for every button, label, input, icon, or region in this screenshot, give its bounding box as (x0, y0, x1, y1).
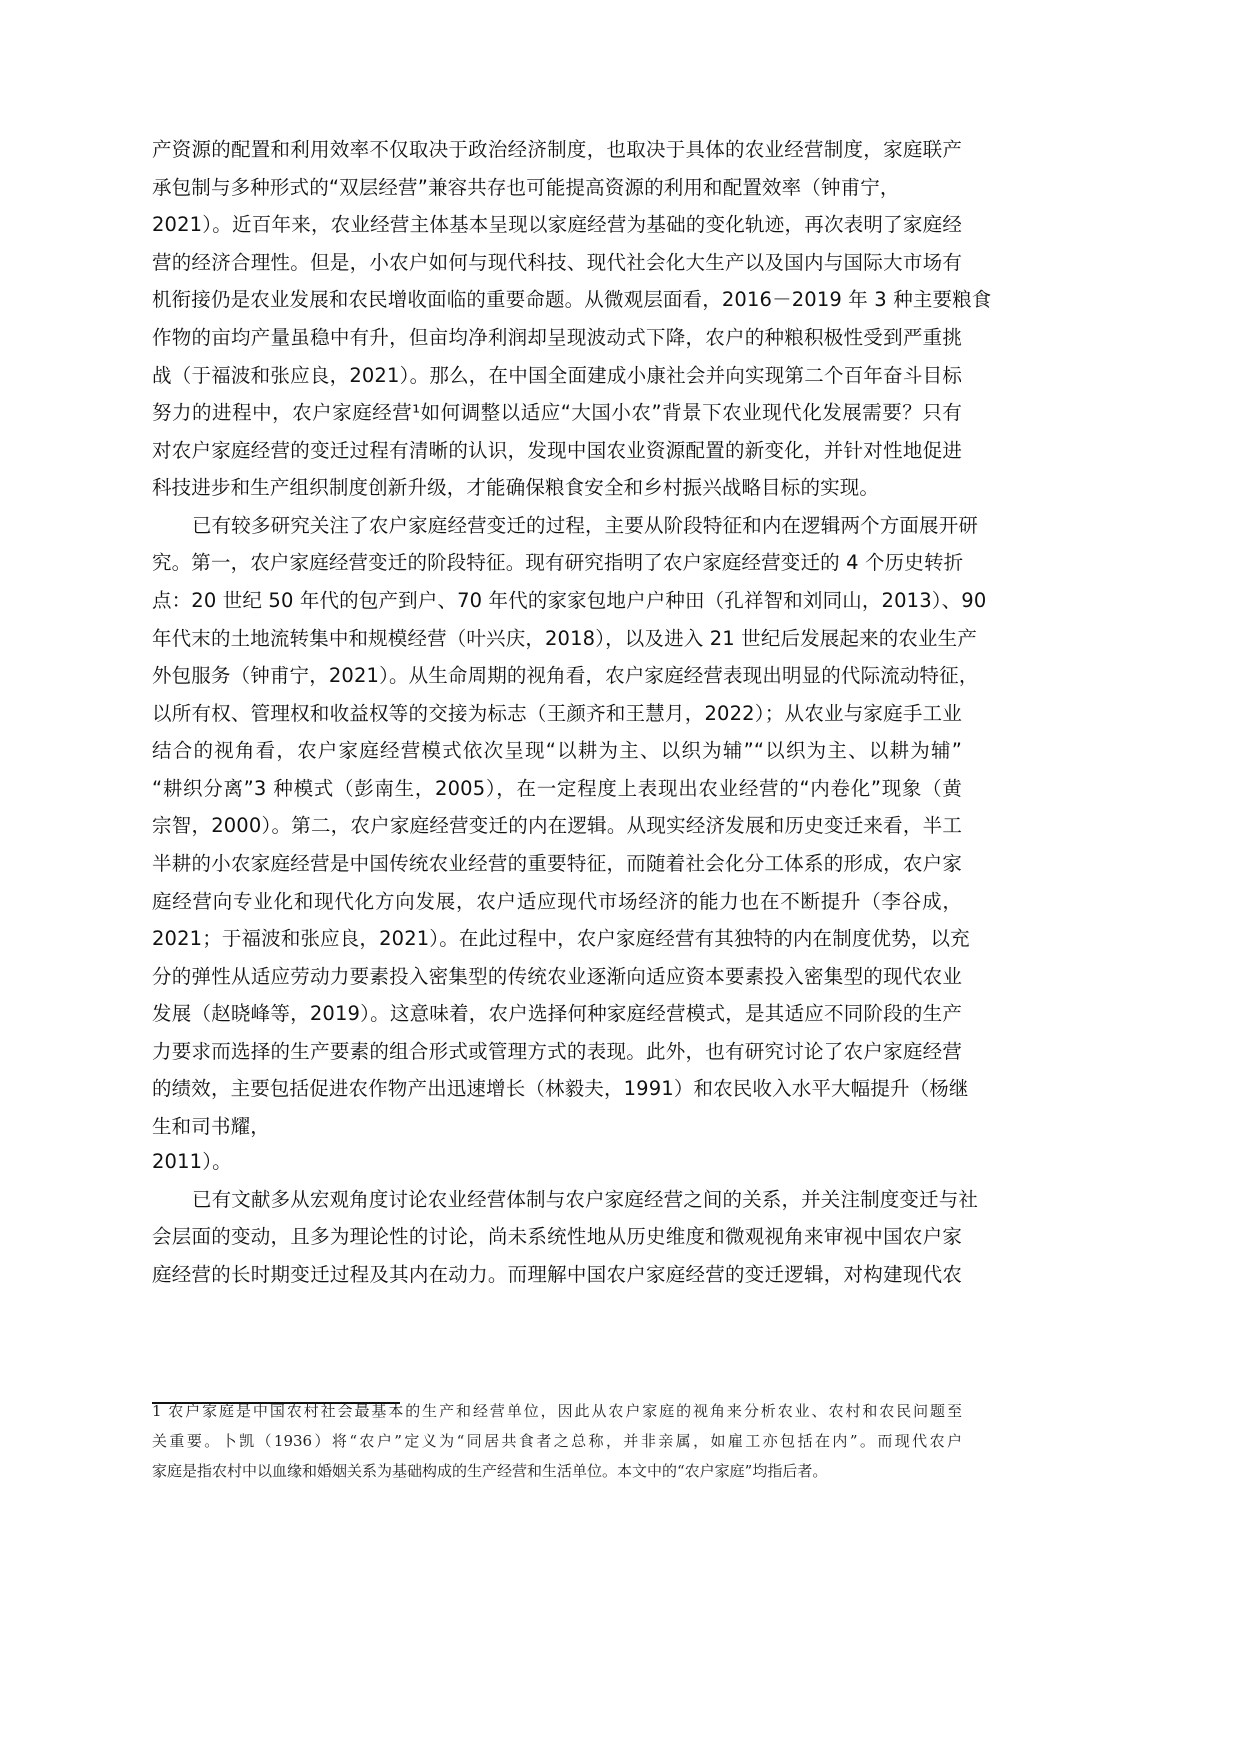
body-line: 努力的进程中，农户家庭经营¹如何调整以适应“大国小农”背景下农业现代化发展需要？只有 (152, 401, 962, 424)
body-line: 作物的亩均产量虽稳中有升，但亩均净利润却呈现波动式下降，农户的种粮积极性受到严重挑 (152, 326, 962, 349)
body-line: 宗智，2000）。第二，农户家庭经营变迁的内在逻辑。从现实经济发展和历史变迁来看，半工 (152, 814, 962, 837)
body-line: 外包服务（钟甫宁，2021）。从生命周期的视角看，农户家庭经营表现出明显的代际流动特征， (152, 664, 979, 687)
body-line: 发展（赵晓峰等，2019）。这意味着，农户选择何种家庭经营模式，是其适应不同阶段的生产 (152, 1002, 962, 1025)
body-line: 结合的视角看，农户家庭经营模式依次呈现“以耕为主、以织为辅”“以织为主、以耕为辅” (152, 739, 962, 762)
body-line: 已有较多研究关注了农户家庭经营变迁的过程，主要从阶段特征和内在逻辑两个方面展开研 (192, 514, 979, 537)
footnote-line: 家庭是指农村中以血缘和婚姻关系为基础构成的生产经营和生活单位。本文中的“农户家庭”均指后者。 (152, 1462, 828, 1480)
body-line: 机衔接仍是农业发展和农民增收面临的重要命题。从微观层面看，2016－2019 年 3 种主要粮食 (152, 288, 992, 311)
body-line: 对农户家庭经营的变迁过程有清晰的认识，发现中国农业资源配置的新变化，并针对性地促进 (152, 439, 962, 462)
body-line: 庭经营的长时期变迁过程及其内在动力。而理解中国农户家庭经营的变迁逻辑，对构建现代农 (152, 1263, 962, 1286)
body-line: 生和司书耀， (152, 1115, 270, 1138)
body-line: “耕织分离”3 种模式（彭南生，2005），在一定程度上表现出农业经营的“内卷化”现象（黄 (152, 777, 962, 800)
body-line: 年代末的土地流转集中和规模经营（叶兴庆，2018），以及进入 21 世纪后发展起来的农业生产 (152, 627, 977, 650)
body-line: 产资源的配置和利用效率不仅取决于政治经济制度，也取决于具体的农业经营制度，家庭联产 (152, 138, 962, 161)
body-line: 分的弹性从适应劳动力要素投入密集型的传统农业逐渐向适应资本要素投入密集型的现代农业 (152, 965, 962, 988)
body-line: 营的经济合理性。但是，小农户如何与现代科技、现代社会化大生产以及国内与国际大市场有 (152, 251, 962, 274)
body-line: 力要求而选择的生产要素的组合形式或管理方式的表现。此外，也有研究讨论了农户家庭经营 (152, 1040, 962, 1063)
footnote-line: 1 农户家庭是中国农村社会最基本的生产和经营单位，因此从农户家庭的视角来分析农业、农村和农民问题至 (152, 1402, 962, 1420)
body-line: 承包制与多种形式的“双层经营”兼容共存也可能提高资源的利用和配置效率（钟甫宁， (152, 176, 900, 199)
body-line: 2011）。 (152, 1150, 232, 1173)
body-line: 究。第一，农户家庭经营变迁的阶段特征。现有研究指明了农户家庭经营变迁的 4 个历史转折 (152, 551, 964, 574)
body-line: 庭经营向专业化和现代化方向发展，农户适应现代市场经济的能力也在不断提升（李谷成， (152, 890, 962, 913)
footnote-line: 关重要。卜凯（1936）将“农户”定义为“同居共食者之总称，并非亲属，如雇工亦包括在内”。而现代农户 (152, 1432, 962, 1450)
body-line: 科技进步和生产组织制度创新升级，才能确保粮食安全和乡村振兴战略目标的实现。 (152, 476, 880, 499)
body-line: 点：20 世纪 50 年代的包产到户、70 年代的家家包地户户种田（孔祥智和刘同山，2013）、90 (152, 589, 987, 612)
body-line: 以所有权、管理权和收益权等的交接为标志（王颜齐和王慧月，2022）；从农业与家庭手工业 (152, 702, 962, 725)
body-line: 半耕的小农家庭经营是中国传统农业经营的重要特征，而随着社会化分工体系的形成，农户家 (152, 852, 962, 875)
body-line: 2021；于福波和张应良，2021）。在此过程中，农户家庭经营有其独特的内在制度优势，以充 (152, 927, 970, 950)
body-line: 战（于福波和张应良，2021）。那么，在中国全面建成小康社会并向实现第二个百年奋斗目标 (152, 364, 962, 387)
body-line: 的绩效，主要包括促进农作物产出迅速增长（林毅夫，1991）和农民收入水平大幅提升（杨继 (152, 1077, 969, 1100)
body-line: 会层面的变动，且多为理论性的讨论，尚未系统性地从历史维度和微观视角来审视中国农户家 (152, 1225, 962, 1248)
body-line: 2021）。近百年来，农业经营主体基本呈现以家庭经营为基础的变化轨迹，再次表明了家庭经 (152, 213, 962, 236)
body-line: 已有文献多从宏观角度讨论农业经营体制与农户家庭经营之间的关系，并关注制度变迁与社 (192, 1188, 979, 1211)
